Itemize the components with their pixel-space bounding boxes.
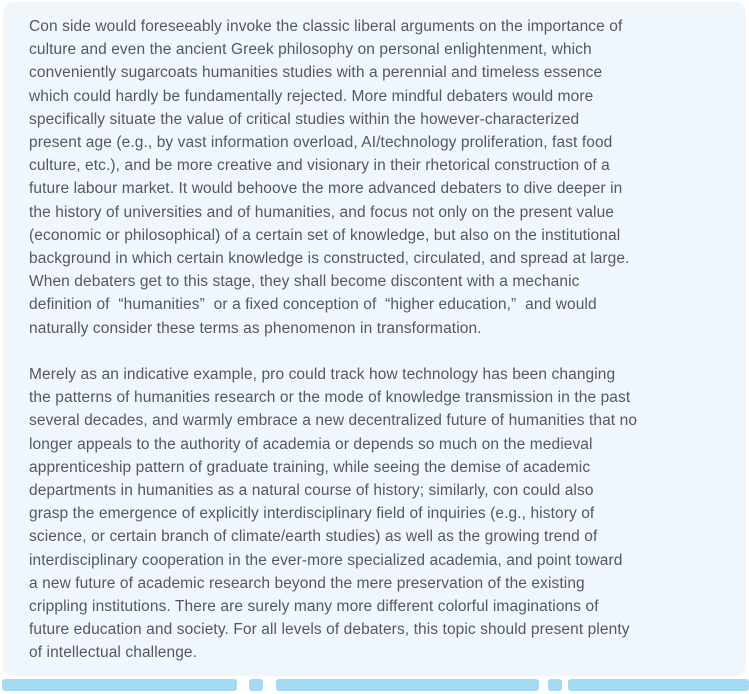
text-line: apprenticeship pattern of graduate training, while seeing the demise of academic: [29, 458, 591, 476]
text-line: conveniently sugarcoats humanities studies with a perennial and timeless essence: [29, 64, 603, 82]
text-line: present age (e.g., by vast information overload, AI/technology proliferation, fast food: [29, 134, 613, 152]
text-line: (economic or philosophical) of a certain set of knowledge, but also on the institutional: [29, 226, 621, 244]
text-line: which could hardly be fundamentally rejected. More mindful debaters would more: [29, 87, 594, 105]
text-line: science, or certain branch of climate/earth studies) as well as the growing trend of: [29, 528, 598, 546]
text-line: of intellectual challenge.: [29, 644, 198, 662]
text-line: the patterns of humanities research or the mode of knowledge transmission in the past: [29, 389, 631, 407]
accent-dot: [249, 679, 263, 691]
text-line: interdisciplinary cooperation in the ever-more specialized academia, and point toward: [29, 551, 623, 569]
text-line: longer appeals to the authority of academia or depends so much on the medieval: [29, 435, 593, 453]
text-line: culture and even the ancient Greek philosophy on personal enlightenment, which: [29, 41, 592, 59]
accent-bar: [568, 679, 749, 691]
text-line: crippling institutions. There are surely many more different colorful imaginations of: [29, 598, 599, 616]
accent-bar: [2, 679, 237, 691]
text-line: definition of “humanities” or a fixed conception of “higher education,” and would: [29, 296, 597, 314]
text-line: grasp the emergence of explicitly interdisciplinary field of inquiries (e.g., history of: [29, 505, 595, 523]
content-card: [3, 2, 746, 676]
text-line: Con side would foreseeably invoke the classic liberal arguments on the importance of: [29, 18, 623, 35]
text-line: future labour market. It would behoove the more advanced debaters to dive deeper in: [29, 180, 623, 198]
text-line: the history of universities and of humanities, and focus not only on the present value: [29, 203, 615, 221]
accent-dot: [548, 679, 562, 691]
text-line: When debaters get to this stage, they shall become discontent with a mechanic: [29, 273, 580, 291]
text-line: naturally consider these terms as phenomenon in transformation.: [29, 319, 482, 337]
paragraph-con-arguments: [29, 15, 726, 340]
bottom-accent-strip: [0, 679, 749, 691]
text-line: Merely as an indicative example, pro could track how technology has been changing: [29, 366, 616, 384]
text-line: specifically situate the value of critical studies within the however-characterized: [29, 110, 580, 128]
text-line: departments in humanities as a natural course of history; similarly, con could also: [29, 482, 594, 500]
text-line: background in which certain knowledge is constructed, circulated, and spread at large.: [29, 250, 630, 268]
text-line: culture, etc.), and be more creative and visionary in their rhetorical construction of a: [29, 157, 610, 175]
text-line: future education and society. For all levels of debaters, this topic should present plenty: [29, 621, 630, 639]
text-line: several decades, and warmly embrace a new decentralized future of humanities that no: [29, 412, 638, 430]
text-line: a new future of academic research beyond the mere preservation of the existing: [29, 574, 585, 592]
accent-bar: [276, 679, 539, 691]
paragraph-indicative-example: [29, 363, 726, 665]
